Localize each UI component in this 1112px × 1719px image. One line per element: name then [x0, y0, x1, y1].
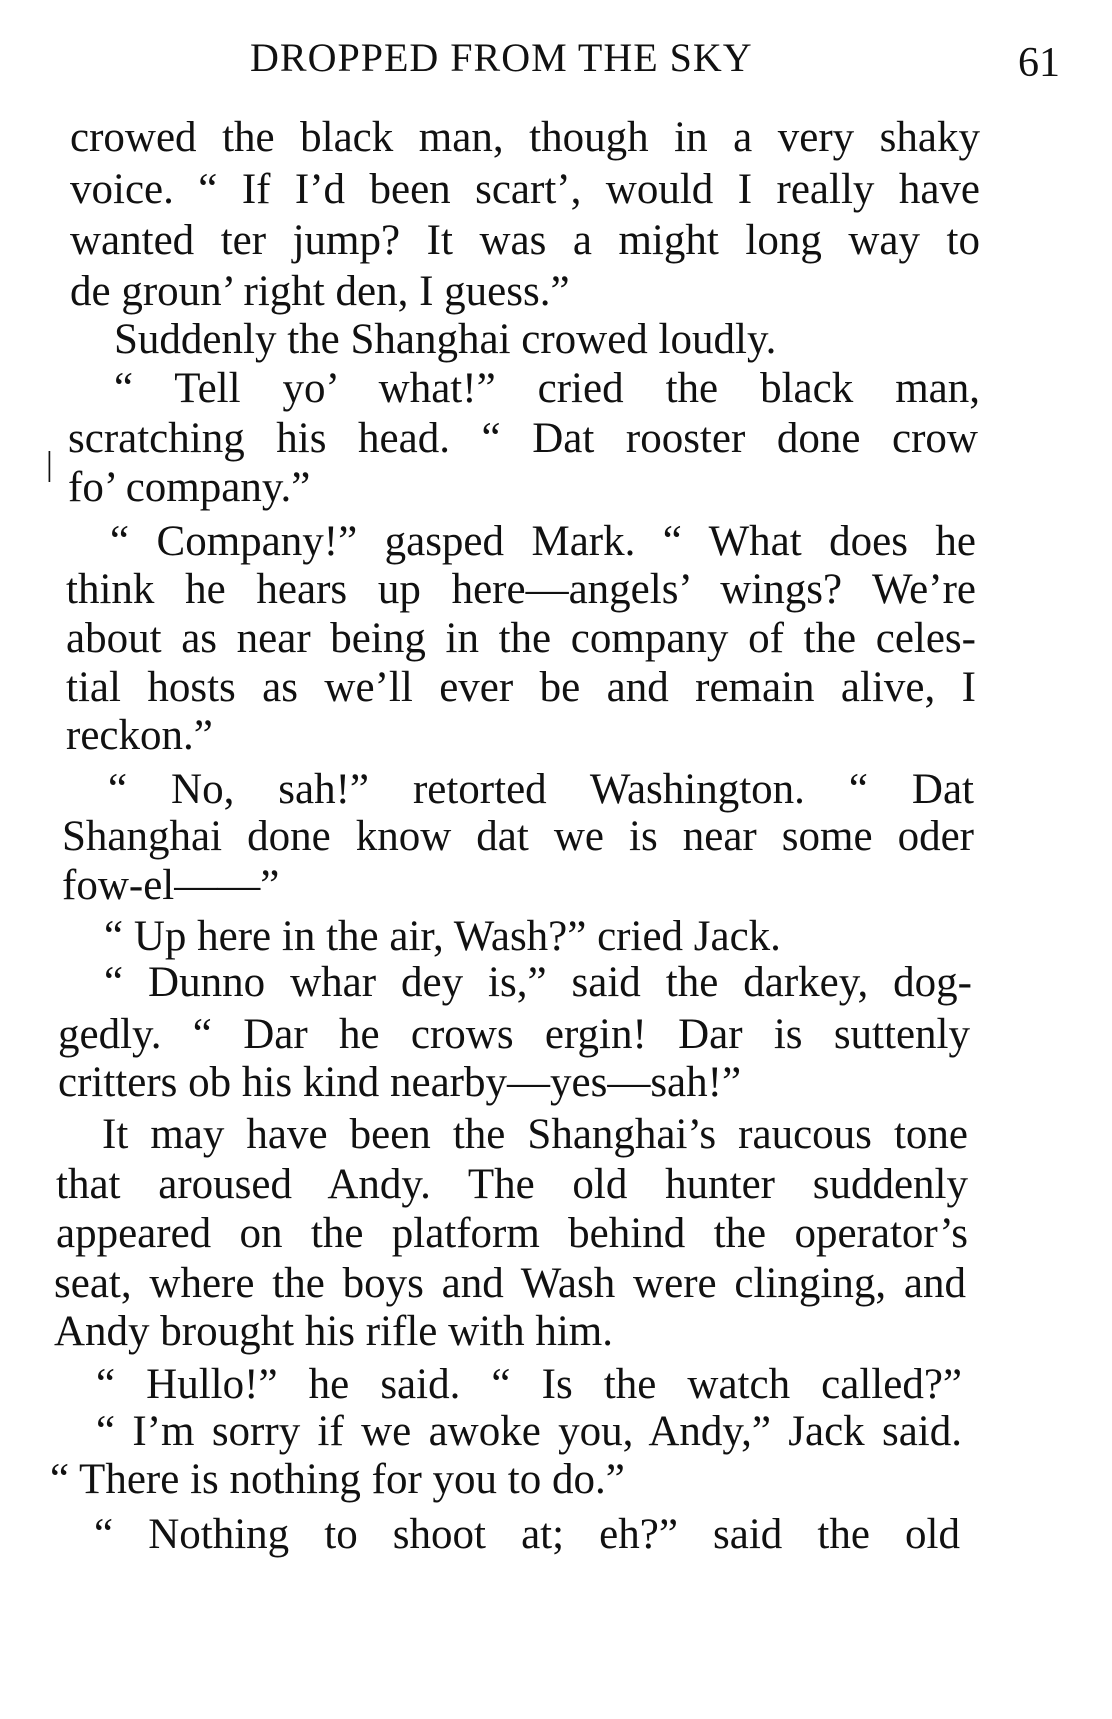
running-title: DROPPED FROM THE SKY [250, 35, 753, 80]
text-line: “ Tell yo’ what!” cried the black man, [114, 365, 980, 412]
text-line: “ Company!” gasped Mark. “ What does he [110, 518, 976, 565]
text-line: “ Up here in the air, Wash?” cried Jack. [104, 913, 781, 960]
text-line: tial hosts as we’ll ever be and remain alive, I [66, 664, 976, 711]
text-line: “ Dunno whar dey is,” said the darkey, dog- [104, 959, 972, 1006]
text-line: “ Hullo!” he said. “ Is the watch called?” [96, 1361, 962, 1408]
text-line: appeared on the platform behind the operator’s [56, 1210, 968, 1257]
text-line: wanted ter jump? It was a might long way to [70, 217, 980, 264]
text-line: voice. “ If I’d been scart’, would I really have [70, 166, 980, 213]
text-line: fo’ company.” [68, 464, 311, 511]
text-line: “ There is nothing for you to do.” [50, 1456, 625, 1503]
text-line: about as near being in the company of the celes- [66, 615, 976, 662]
text-line: think he hears up here—angels’ wings? We’re [66, 566, 976, 613]
page-number: 61 [1018, 40, 1060, 86]
text-line: Suddenly the Shanghai crowed loudly. [114, 316, 777, 363]
text-line: crowed the black man, though in a very shaky [70, 114, 980, 161]
text-line: that aroused Andy. The old hunter suddenly [56, 1161, 968, 1208]
text-line: fow-el——” [62, 862, 280, 909]
text-line: scratching his head. “ Dat rooster done crow [68, 415, 978, 462]
text-line: Shanghai done know dat we is near some oder [62, 813, 974, 860]
text-line: It may have been the Shanghai’s raucous tone [102, 1111, 968, 1158]
text-line: de groun’ right den, I guess.” [70, 268, 570, 315]
text-line: seat, where the boys and Wash were clinging, and [54, 1260, 966, 1307]
text-line: reckon.” [66, 712, 213, 759]
text-line: “ No, sah!” retorted Washington. “ Dat [108, 766, 974, 813]
margin-mark: | [46, 446, 53, 483]
text-line: Andy brought his rifle with him. [54, 1308, 613, 1355]
text-line: “ I’m sorry if we awoke you, Andy,” Jack said. [96, 1408, 962, 1455]
text-line: critters ob his kind nearby—yes—sah!” [58, 1059, 742, 1106]
text-line: gedly. “ Dar he crows ergin! Dar is suttenly [58, 1011, 970, 1058]
text-line: “ Nothing to shoot at; eh?” said the old [94, 1511, 960, 1558]
